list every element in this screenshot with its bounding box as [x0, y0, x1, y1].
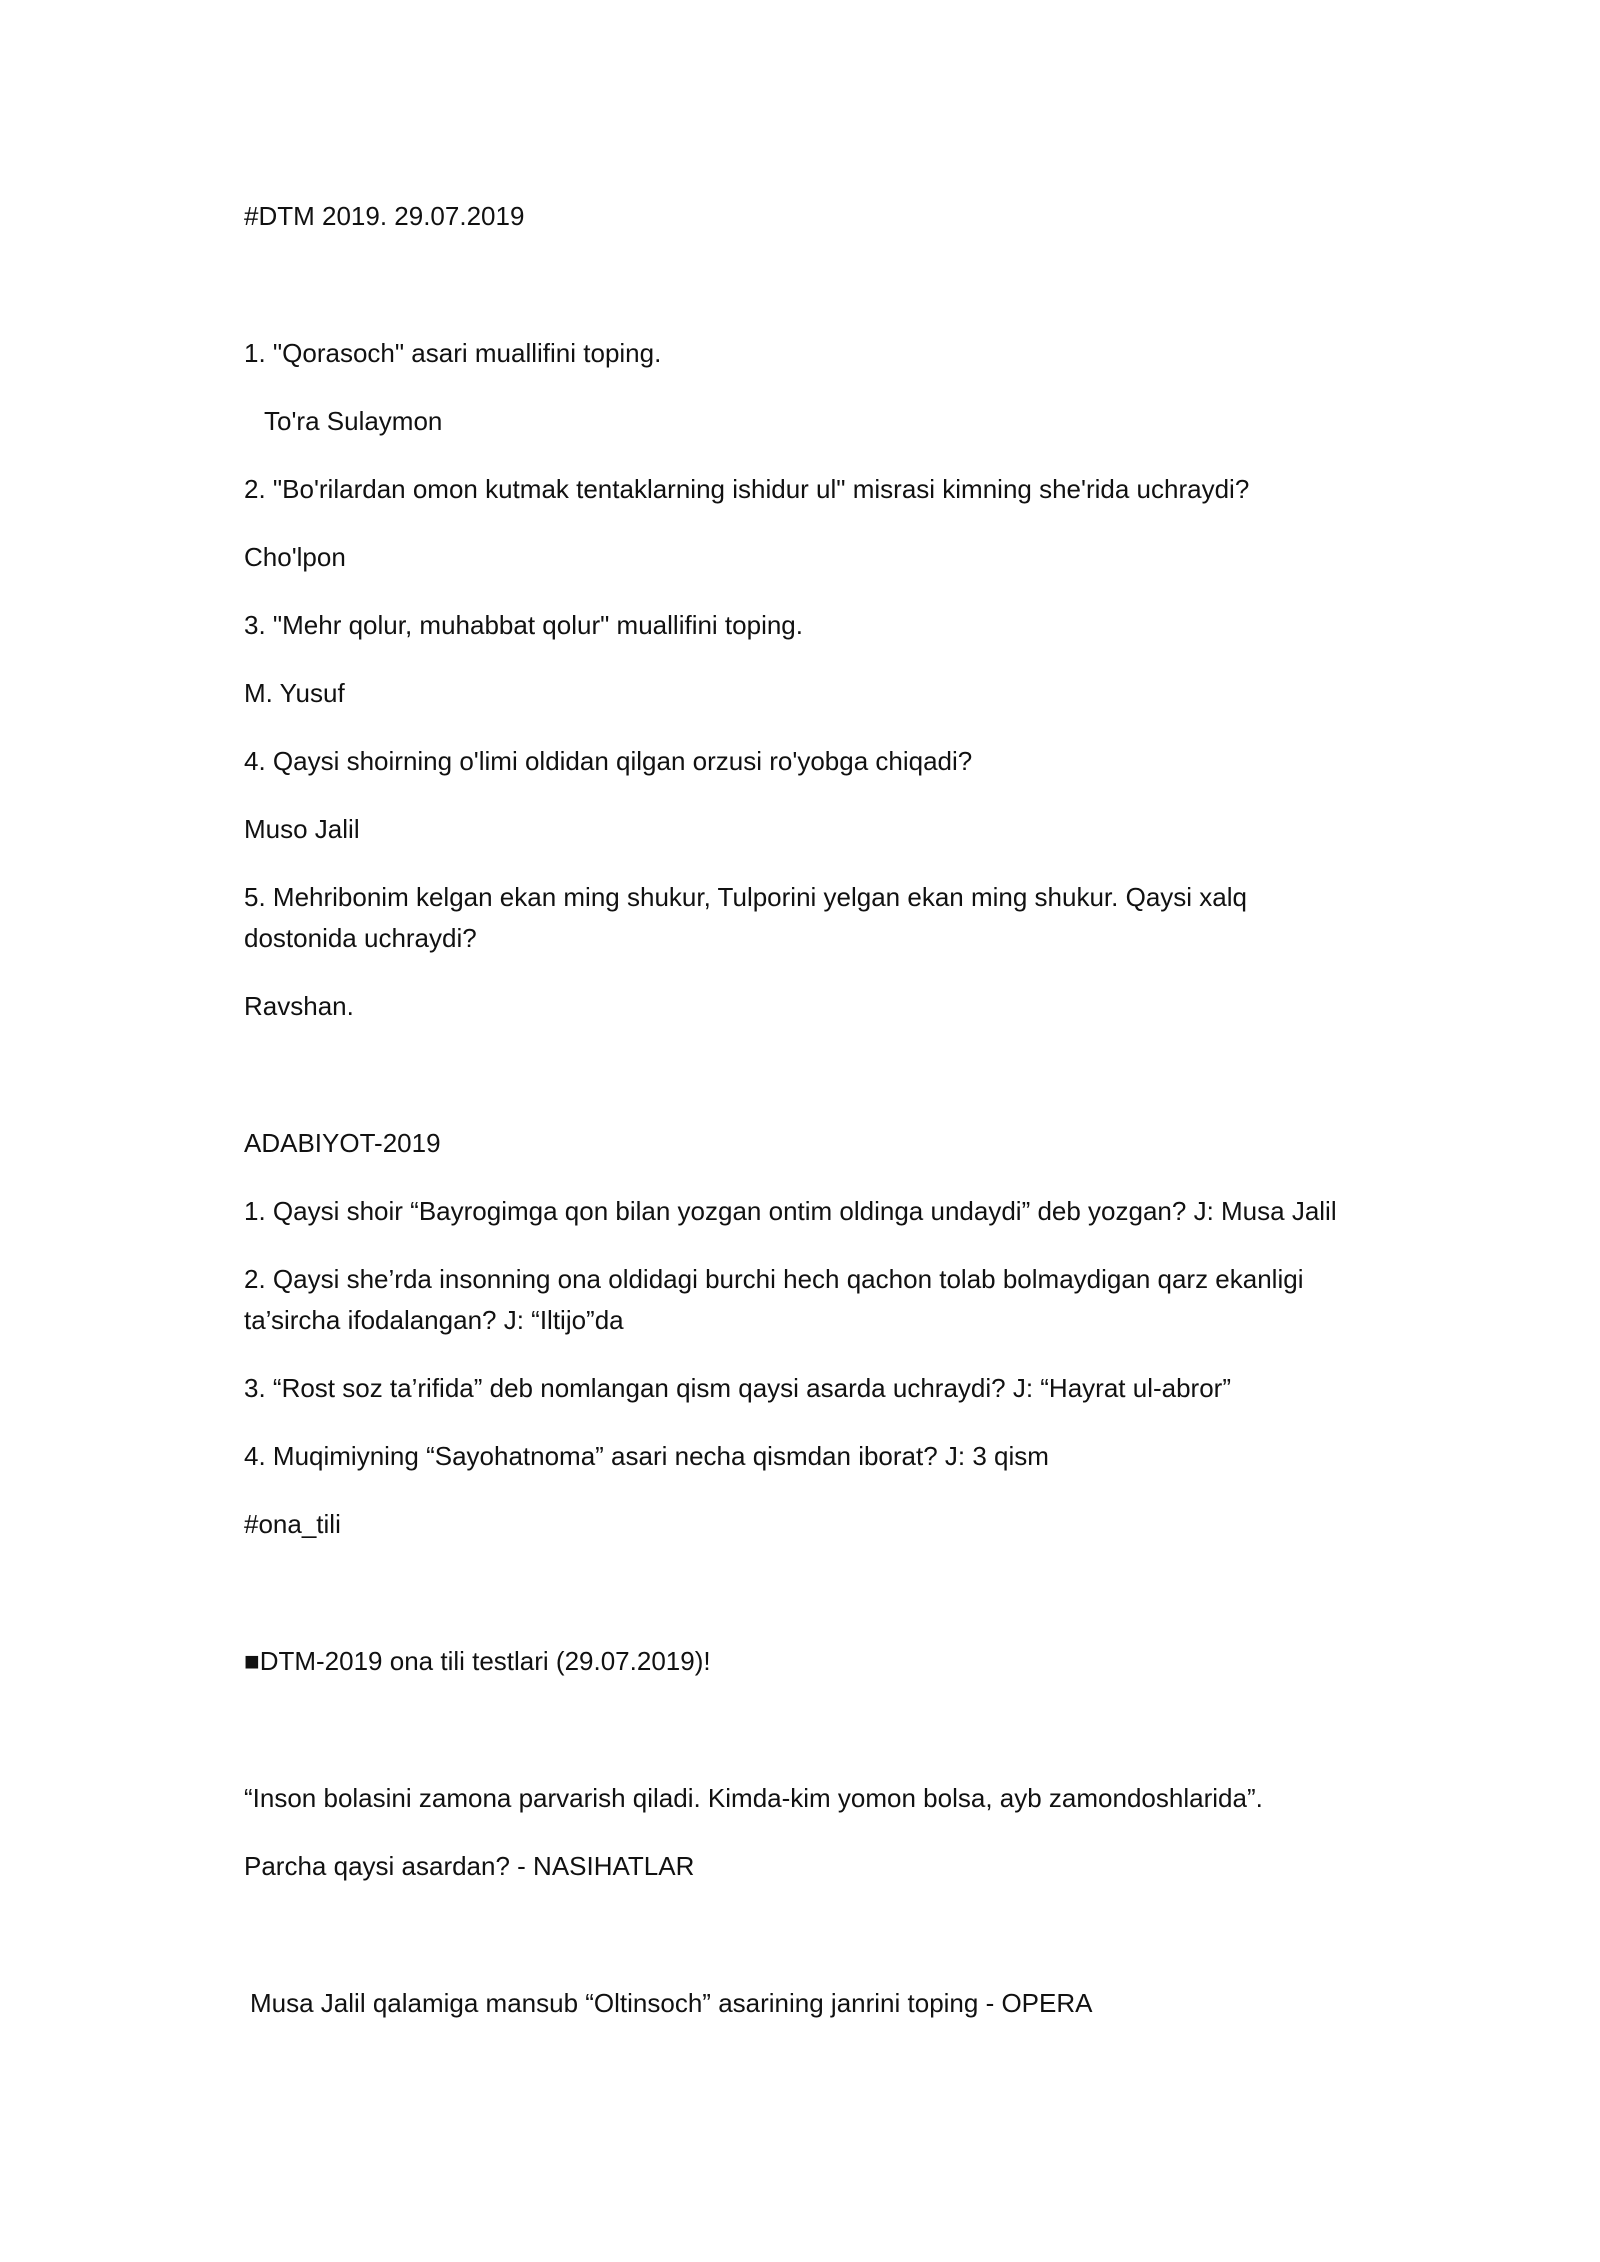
answer-text: Cho'lpon — [244, 542, 346, 572]
question-item: 2. Qaysi she’rda insonning ona oldidagi burchi hech qachon tolab bolmaydigan qarz ekanligi ta’sircha ifodalangan? J: “Iltijo”da — [244, 1264, 1304, 1335]
question-text: 4. Qaysi shoirning o'limi oldidan qilgan orzusi ro'yobga chiqadi? — [244, 746, 973, 776]
section-header: ADABIYOT-2019 — [244, 1128, 441, 1158]
quote-question: Parcha qaysi asardan? - NASIHATLAR — [244, 1851, 695, 1881]
question-item: 4. Muqimiyning “Sayohatnoma” asari necha qismdan iborat? J: 3 qism — [244, 1441, 1049, 1471]
hashtag: #ona_tili — [244, 1509, 341, 1539]
quote-text: “Inson bolasini zamona parvarish qiladi. Kimda-kim yomon bolsa, ayb zamondoshlarida”. — [244, 1783, 1263, 1813]
question-text: 2. "Bo'rilardan omon kutmak tentaklarning ishidur ul" misrasi kimning she'rida uchraydi? — [244, 474, 1250, 504]
answer-text: Ravshan. — [244, 991, 354, 1021]
answer-text: Muso Jalil — [244, 814, 360, 844]
section-header: ■DTM-2019 ona tili testlari (29.07.2019)! — [244, 1646, 711, 1676]
question-item: 3. “Rost soz ta’rifida” deb nomlangan qism qaysi asarda uchraydi? J: “Hayrat ul-abror” — [244, 1373, 1231, 1403]
question-text: 5. Mehribonim kelgan ekan ming shukur, Tulporini yelgan ekan ming shukur. Qaysi xalq dostonida uchraydi? — [244, 882, 1247, 953]
document-header: #DTM 2019. 29.07.2019 — [244, 201, 525, 231]
last-question: Musa Jalil qalamiga mansub “Oltinsoch” asarining janrini toping - OPERA — [250, 1988, 1093, 2018]
question-text: 1. "Qorasoch" asari muallifini toping. — [244, 338, 662, 368]
answer-text: To'ra Sulaymon — [264, 406, 443, 436]
question-item: 1. Qaysi shoir “Bayrogimga qon bilan yozgan ontim oldinga undaydi” deb yozgan? J: Musa Jalil — [244, 1196, 1337, 1226]
answer-text: M. Yusuf — [244, 678, 345, 708]
question-text: 3. "Mehr qolur, muhabbat qolur" muallifini toping. — [244, 610, 803, 640]
document-body — [244, 196, 1364, 2024]
